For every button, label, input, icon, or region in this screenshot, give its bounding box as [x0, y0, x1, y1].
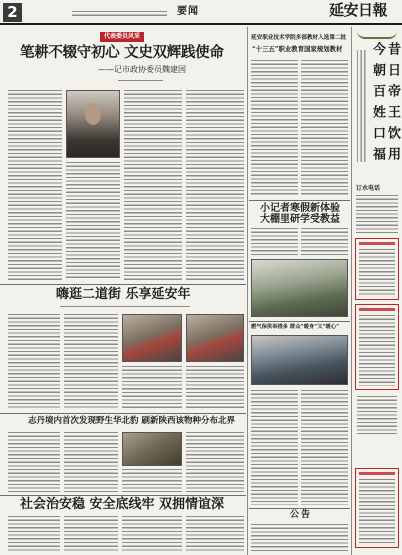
body-text-column [186, 516, 244, 553]
right-story-headline: 小记者寒假新体验 [260, 203, 340, 214]
ad-box-title [359, 472, 395, 475]
masthead-rule [0, 23, 402, 25]
body-text-column [64, 516, 118, 553]
body-text-column [122, 469, 182, 492]
ad-box-title [359, 242, 395, 245]
section-rule [249, 508, 350, 509]
greenhouse-photo [251, 259, 348, 317]
right-story-headline: 延安职业技术学院多部教材入选第二批 [251, 35, 347, 41]
body-text-column [251, 228, 298, 256]
body-text-column [122, 516, 182, 553]
body-text-column [8, 90, 62, 280]
festival-photo [122, 314, 182, 362]
body-text-column [251, 390, 298, 505]
festival-photo [186, 314, 244, 362]
lead-kicker-label: 代表委员风采 [100, 32, 144, 42]
ad-box-text [359, 315, 395, 386]
leopard-photo [122, 432, 182, 466]
section-rule [249, 200, 350, 201]
notice-title: 公告 [290, 510, 313, 520]
right-story-headline: 大棚里研学受教益 [260, 214, 340, 225]
ad-box-title [359, 308, 395, 311]
section-rule [0, 413, 246, 414]
body-text-column [301, 60, 348, 196]
news-headline: 志丹境内首次发现野生华北豹 刷新陕西该物种分布北界 [28, 416, 235, 426]
slogan-line: 今朝百姓口福 [370, 42, 385, 168]
section-rule [0, 284, 246, 285]
right-story-headline: “十三五”职业教育国家规划教材 [252, 45, 343, 53]
gas-workers-photo [251, 335, 348, 385]
body-text-column [124, 90, 182, 280]
column-divider [247, 27, 248, 555]
body-text-column [8, 516, 60, 553]
lead-byline [118, 80, 163, 83]
page-number: 2 [3, 3, 22, 22]
right-story-headline: 燃气保供举措多 群众“暖身”又“暖心” [251, 324, 340, 330]
slogan-line: 昔日帝王饮用 [385, 42, 400, 168]
ad-box-text [357, 396, 397, 436]
body-text-column [8, 432, 60, 492]
news-headline: 社会治安稳 安全底线牢 双拥情谊深 [20, 497, 225, 512]
order-phone-label: 订水电话 [356, 185, 381, 192]
body-text-column [186, 90, 244, 280]
lead-subhead: ——记市政协委员魏建国 [98, 65, 186, 74]
ad-box-text [359, 249, 395, 296]
lead-headline: 笔耕不辍守初心 文史双辉践使命 [20, 44, 224, 61]
body-text-column [64, 314, 118, 410]
feature-headline: 嗨逛二道街 乐享延安年 [56, 287, 191, 302]
body-text-column [251, 60, 298, 196]
body-text-column [66, 162, 120, 280]
brand-logo-mark [357, 29, 397, 39]
phone-numbers [356, 195, 398, 233]
body-text-column [8, 314, 60, 410]
sidebar-divider [351, 27, 352, 555]
body-text-column [301, 390, 348, 505]
newspaper-logo: 延安日報 [329, 1, 388, 19]
section-rule [0, 495, 246, 496]
body-text-column [64, 432, 118, 492]
body-text-column [186, 432, 244, 492]
water-ad-slogan [369, 42, 400, 182]
section-rule [249, 321, 350, 322]
ad-small-text [357, 50, 366, 162]
ad-box-text [359, 479, 395, 544]
body-text-column [301, 228, 348, 256]
notice-body [251, 524, 348, 552]
body-text-column [122, 366, 182, 410]
portrait-photo [66, 90, 120, 158]
dateline-text [72, 11, 167, 18]
body-text-column [186, 366, 244, 410]
feature-subhead-line [60, 306, 190, 309]
section-title: 要闻 [177, 6, 199, 17]
